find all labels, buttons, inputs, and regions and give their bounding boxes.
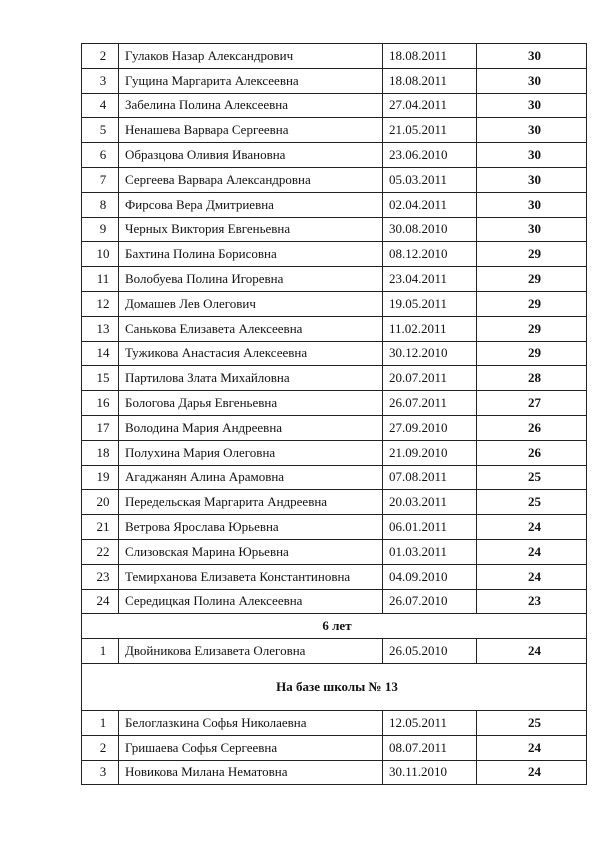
score-value: 25 [477, 465, 587, 490]
section-header-row [82, 663, 587, 710]
score-value: 30 [477, 192, 587, 217]
student-name: Полухина Мария Олеговна [119, 440, 383, 465]
birth-date: 30.11.2010 [383, 760, 477, 785]
table-row [82, 490, 587, 515]
row-number: 3 [82, 760, 119, 785]
table-row [82, 143, 587, 168]
table-row [82, 564, 587, 589]
birth-date: 26.05.2010 [383, 639, 477, 664]
score-value: 28 [477, 366, 587, 391]
student-name: Агаджанян Алина Арамовна [119, 465, 383, 490]
student-name: Гришаева Софья Сергеевна [119, 735, 383, 760]
student-name: Санькова Елизавета Алексеевна [119, 316, 383, 341]
score-value: 30 [477, 93, 587, 118]
student-name: Двойникова Елизавета Олеговна [119, 639, 383, 664]
table-row [82, 391, 587, 416]
row-number: 5 [82, 118, 119, 143]
row-number: 4 [82, 93, 119, 118]
score-value: 29 [477, 316, 587, 341]
score-value: 24 [477, 760, 587, 785]
student-name: Сергеева Варвара Александровна [119, 167, 383, 192]
row-number: 2 [82, 735, 119, 760]
score-value: 24 [477, 564, 587, 589]
score-value: 26 [477, 415, 587, 440]
results-table-body [82, 44, 587, 785]
row-number: 11 [82, 267, 119, 292]
score-value: 30 [477, 217, 587, 242]
row-number: 10 [82, 242, 119, 267]
section-title: 6 лет [82, 614, 587, 639]
birth-date: 04.09.2010 [383, 564, 477, 589]
student-name: Бологова Дарья Евгеньевна [119, 391, 383, 416]
table-row [82, 242, 587, 267]
birth-date: 06.01.2011 [383, 515, 477, 540]
score-value: 24 [477, 735, 587, 760]
row-number: 18 [82, 440, 119, 465]
table-row [82, 93, 587, 118]
score-value: 29 [477, 291, 587, 316]
row-number: 1 [82, 710, 119, 735]
score-value: 29 [477, 341, 587, 366]
section-title: На базе школы № 13 [82, 663, 587, 710]
student-name: Ненашева Варвара Сергеевна [119, 118, 383, 143]
table-row [82, 366, 587, 391]
results-table [81, 43, 587, 785]
student-name: Забелина Полина Алексеевна [119, 93, 383, 118]
birth-date: 20.07.2011 [383, 366, 477, 391]
birth-date: 07.08.2011 [383, 465, 477, 490]
birth-date: 11.02.2011 [383, 316, 477, 341]
row-number: 2 [82, 44, 119, 69]
student-name: Гущина Маргарита Алексеевна [119, 68, 383, 93]
row-number: 1 [82, 639, 119, 664]
student-name: Белоглазкина Софья Николаевна [119, 710, 383, 735]
student-name: Гулаков Назар Александрович [119, 44, 383, 69]
table-row [82, 539, 587, 564]
birth-date: 08.12.2010 [383, 242, 477, 267]
birth-date: 02.04.2011 [383, 192, 477, 217]
row-number: 24 [82, 589, 119, 614]
student-name: Волобуева Полина Игоревна [119, 267, 383, 292]
score-value: 24 [477, 515, 587, 540]
birth-date: 05.03.2011 [383, 167, 477, 192]
birth-date: 30.08.2010 [383, 217, 477, 242]
student-name: Ветрова Ярослава Юрьевна [119, 515, 383, 540]
table-row [82, 735, 587, 760]
score-value: 30 [477, 167, 587, 192]
student-name: Середицкая Полина Алексеевна [119, 589, 383, 614]
score-value: 30 [477, 118, 587, 143]
row-number: 6 [82, 143, 119, 168]
row-number: 9 [82, 217, 119, 242]
row-number: 12 [82, 291, 119, 316]
birth-date: 23.04.2011 [383, 267, 477, 292]
birth-date: 21.09.2010 [383, 440, 477, 465]
row-number: 16 [82, 391, 119, 416]
table-row [82, 515, 587, 540]
birth-date: 08.07.2011 [383, 735, 477, 760]
student-name: Тужикова Анастасия Алексеевна [119, 341, 383, 366]
table-row [82, 267, 587, 292]
student-name: Слизовская Марина Юрьевна [119, 539, 383, 564]
table-row [82, 415, 587, 440]
score-value: 30 [477, 143, 587, 168]
table-row [82, 217, 587, 242]
score-value: 24 [477, 639, 587, 664]
score-value: 25 [477, 490, 587, 515]
row-number: 20 [82, 490, 119, 515]
birth-date: 19.05.2011 [383, 291, 477, 316]
student-name: Бахтина Полина Борисовна [119, 242, 383, 267]
birth-date: 21.05.2011 [383, 118, 477, 143]
student-name: Образцова Оливия Ивановна [119, 143, 383, 168]
birth-date: 18.08.2011 [383, 44, 477, 69]
row-number: 13 [82, 316, 119, 341]
table-row [82, 639, 587, 664]
table-row [82, 192, 587, 217]
score-value: 27 [477, 391, 587, 416]
student-name: Володина Мария Андреевна [119, 415, 383, 440]
table-row [82, 341, 587, 366]
row-number: 8 [82, 192, 119, 217]
row-number: 17 [82, 415, 119, 440]
table-row [82, 589, 587, 614]
birth-date: 01.03.2011 [383, 539, 477, 564]
birth-date: 26.07.2011 [383, 391, 477, 416]
row-number: 22 [82, 539, 119, 564]
section-header-row [82, 614, 587, 639]
score-value: 24 [477, 539, 587, 564]
birth-date: 30.12.2010 [383, 341, 477, 366]
birth-date: 18.08.2011 [383, 68, 477, 93]
student-name: Темирханова Елизавета Константиновна [119, 564, 383, 589]
row-number: 14 [82, 341, 119, 366]
table-row [82, 440, 587, 465]
row-number: 23 [82, 564, 119, 589]
score-value: 23 [477, 589, 587, 614]
birth-date: 20.03.2011 [383, 490, 477, 515]
score-value: 25 [477, 710, 587, 735]
birth-date: 26.07.2010 [383, 589, 477, 614]
table-row [82, 44, 587, 69]
student-name: Новикова Милана Нематовна [119, 760, 383, 785]
table-row [82, 167, 587, 192]
table-row [82, 291, 587, 316]
score-value: 30 [477, 68, 587, 93]
score-value: 29 [477, 242, 587, 267]
row-number: 7 [82, 167, 119, 192]
student-name: Черных Виктория Евгеньевна [119, 217, 383, 242]
table-row [82, 316, 587, 341]
table-row [82, 68, 587, 93]
student-name: Партилова Злата Михайловна [119, 366, 383, 391]
birth-date: 23.06.2010 [383, 143, 477, 168]
table-row [82, 465, 587, 490]
table-row [82, 118, 587, 143]
row-number: 15 [82, 366, 119, 391]
table-row [82, 710, 587, 735]
score-value: 30 [477, 44, 587, 69]
table-row [82, 760, 587, 785]
birth-date: 12.05.2011 [383, 710, 477, 735]
score-value: 26 [477, 440, 587, 465]
row-number: 21 [82, 515, 119, 540]
birth-date: 27.04.2011 [383, 93, 477, 118]
student-name: Фирсова Вера Дмитриевна [119, 192, 383, 217]
student-name: Передельская Маргарита Андреевна [119, 490, 383, 515]
score-value: 29 [477, 267, 587, 292]
row-number: 19 [82, 465, 119, 490]
student-name: Домашев Лев Олегович [119, 291, 383, 316]
birth-date: 27.09.2010 [383, 415, 477, 440]
row-number: 3 [82, 68, 119, 93]
